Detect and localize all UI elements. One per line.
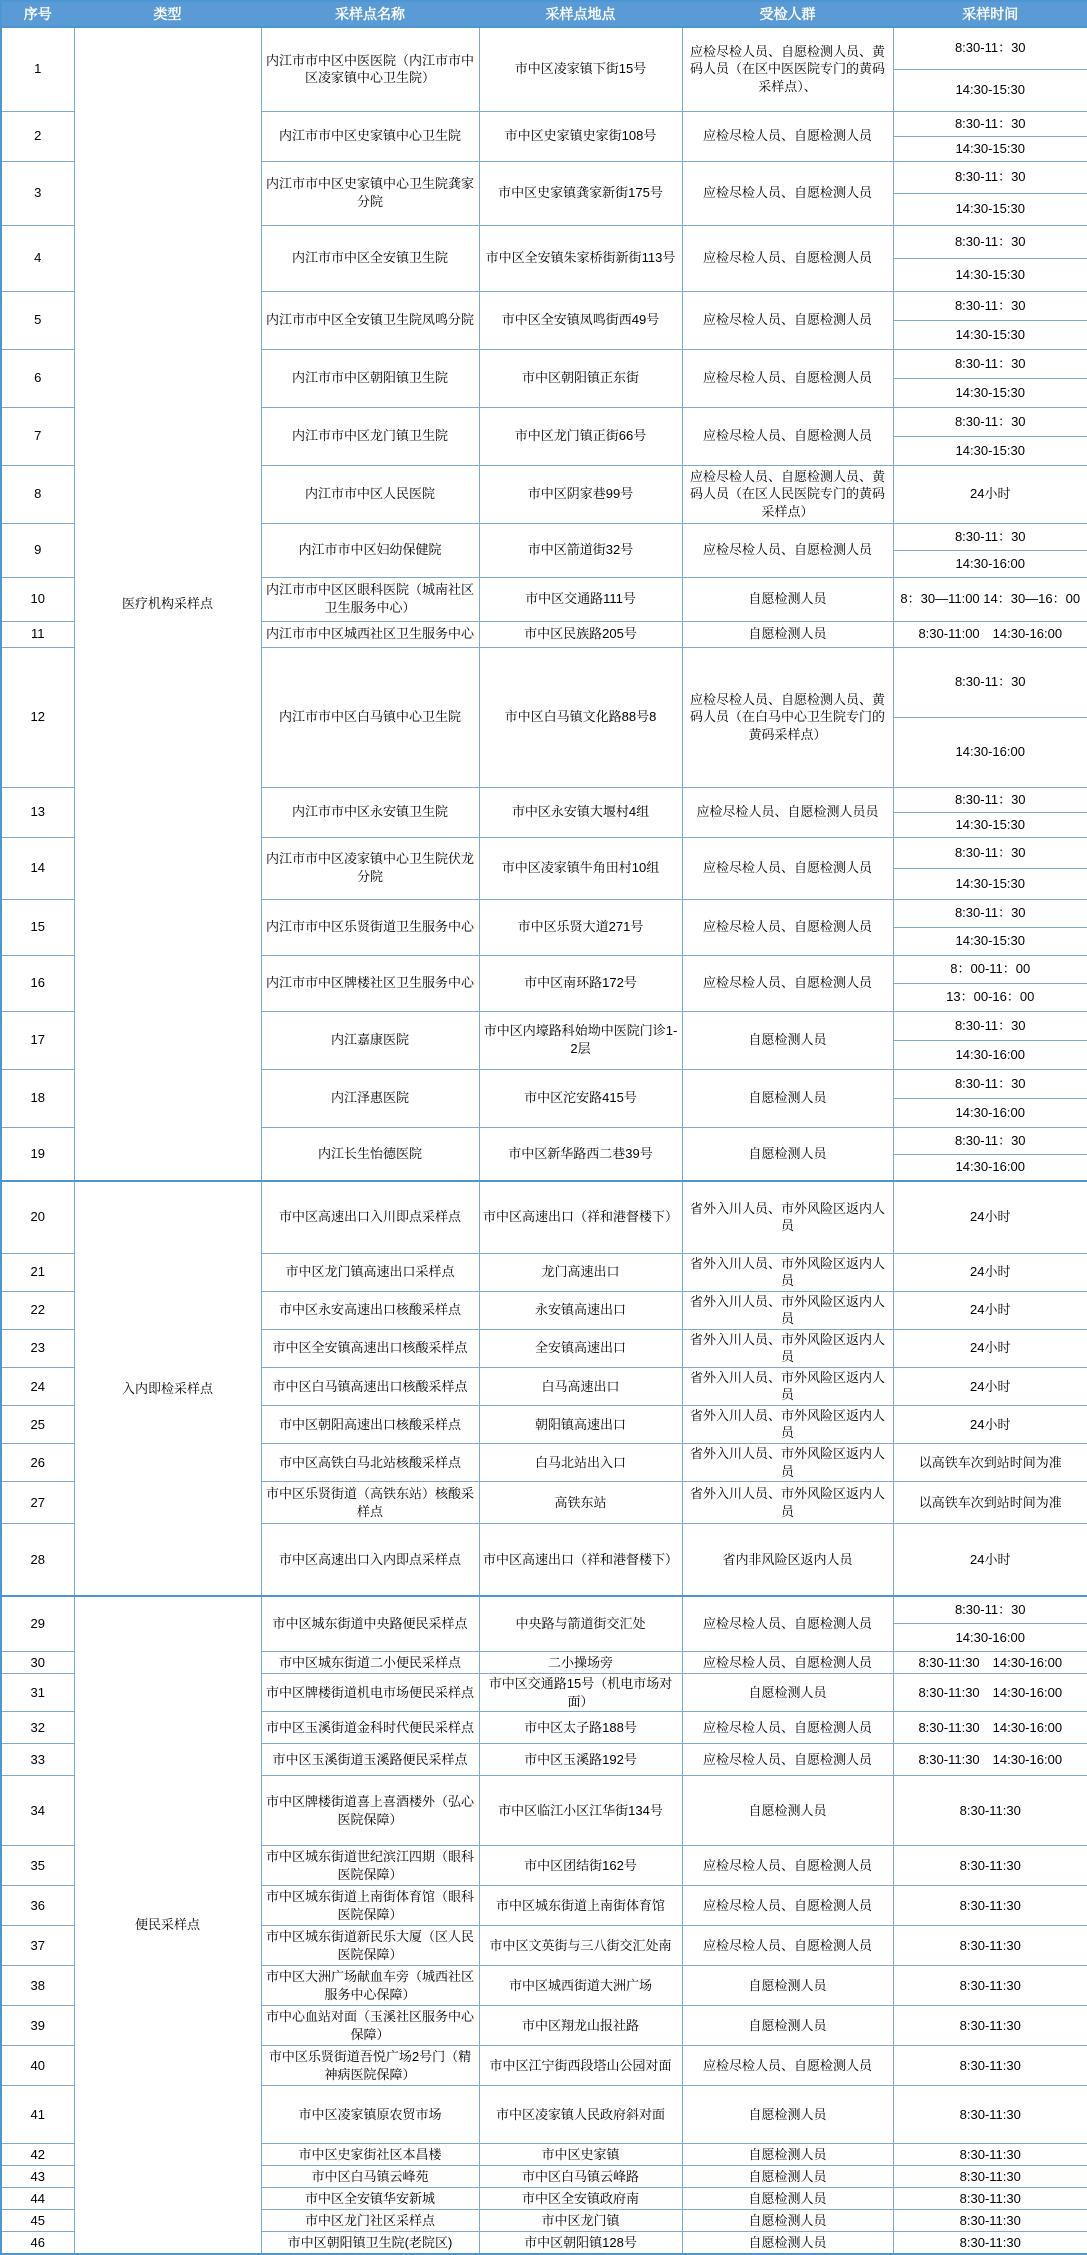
seq-cell: 33 xyxy=(1,1744,74,1776)
location-cell: 市中区城西街道大洲广场 xyxy=(479,1966,682,2006)
table-row xyxy=(1,27,1087,69)
column-header-people: 受检人群 xyxy=(682,1,893,27)
time-cell: 8:30-11:30 xyxy=(893,1846,1087,1886)
location-cell: 白马高速出口 xyxy=(479,1367,682,1405)
seq-cell: 36 xyxy=(1,1886,74,1926)
name-cell: 市中区城东街道二小便民采样点 xyxy=(261,1652,479,1674)
time-cell: 14:30-16:00 xyxy=(893,1098,1087,1127)
column-header-time: 采样时间 xyxy=(893,1,1087,27)
people-cell: 应检尽检人员、自愿检测人员、黄码人员（在白马中心卫生院专门的黄码采样点） xyxy=(682,647,893,787)
seq-cell: 21 xyxy=(1,1253,74,1291)
seq-cell: 8 xyxy=(1,465,74,523)
name-cell: 市中区永安高速出口核酸采样点 xyxy=(261,1291,479,1329)
seq-cell: 35 xyxy=(1,1846,74,1886)
column-header-seq: 序号 xyxy=(1,1,74,27)
location-cell: 永安镇高速出口 xyxy=(479,1291,682,1329)
time-cell: 14:30-16:00 xyxy=(893,1040,1087,1069)
time-cell: 24小时 xyxy=(893,1329,1087,1367)
location-cell: 市中区全安镇朱家桥街新街113号 xyxy=(479,225,682,291)
name-cell: 内江市市中区永安镇卫生院 xyxy=(261,787,479,837)
name-cell: 市中区玉溪街道玉溪路便民采样点 xyxy=(261,1744,479,1776)
seq-cell: 34 xyxy=(1,1776,74,1846)
name-cell: 内江市市中区史家镇中心卫生院龚家分院 xyxy=(261,161,479,225)
table-row xyxy=(1,1596,1087,1624)
seq-cell: 5 xyxy=(1,291,74,349)
people-cell: 应检尽检人员、自愿检测人员、黄码人员（在区人民医院专门的黄码采样点） xyxy=(682,465,893,523)
seq-cell: 38 xyxy=(1,1966,74,2006)
location-cell: 市中区龙门镇正街66号 xyxy=(479,407,682,465)
time-cell: 8:30-11：30 xyxy=(893,27,1087,69)
time-cell: 8：00-11：00 xyxy=(893,955,1087,983)
name-cell: 内江市市中区白马镇中心卫生院 xyxy=(261,647,479,787)
time-cell: 14:30-16:00 xyxy=(893,1154,1087,1181)
time-cell: 24小时 xyxy=(893,1367,1087,1405)
seq-cell: 13 xyxy=(1,787,74,837)
people-cell: 应检尽检人员、自愿检测人员 xyxy=(682,291,893,349)
time-cell: 24小时 xyxy=(893,1181,1087,1253)
location-cell: 市中区凌家镇牛角田村10组 xyxy=(479,837,682,899)
name-cell: 市中区白马镇云峰苑 xyxy=(261,2166,479,2188)
people-cell: 应检尽检人员、自愿检测人员 xyxy=(682,1846,893,1886)
name-cell: 市中区史家街社区本昌楼 xyxy=(261,2144,479,2166)
seq-cell: 28 xyxy=(1,1524,74,1596)
location-cell: 市中区民族路205号 xyxy=(479,621,682,647)
time-cell: 14:30-15:30 xyxy=(893,927,1087,955)
name-cell: 内江市市中区全安镇卫生院凤鸣分院 xyxy=(261,291,479,349)
column-header-type: 类型 xyxy=(74,1,261,27)
name-cell: 内江市市中区龙门镇卫生院 xyxy=(261,407,479,465)
name-cell: 内江市市中区牌楼社区卫生服务中心 xyxy=(261,955,479,1011)
seq-cell: 22 xyxy=(1,1291,74,1329)
people-cell: 应检尽检人员、自愿检测人员 xyxy=(682,1926,893,1966)
people-cell: 自愿检测人员 xyxy=(682,1674,893,1712)
seq-cell: 11 xyxy=(1,621,74,647)
seq-cell: 31 xyxy=(1,1674,74,1712)
time-cell: 14:30-15:30 xyxy=(893,258,1087,291)
time-cell: 8:30-11：30 xyxy=(893,111,1087,136)
name-cell: 内江市市中区凌家镇中心卫生院伏龙分院 xyxy=(261,837,479,899)
people-cell: 自愿检测人员 xyxy=(682,2188,893,2210)
people-cell: 自愿检测人员 xyxy=(682,2232,893,2254)
name-cell: 市中区城东街道世纪滨江四期（眼科医院保障） xyxy=(261,1846,479,1886)
seq-cell: 29 xyxy=(1,1596,74,1652)
location-cell: 市中区交通路15号（机电市场对面） xyxy=(479,1674,682,1712)
time-cell: 8：30—11:00 14：30—16：00 xyxy=(893,577,1087,621)
location-cell: 市中区朝阳镇正东街 xyxy=(479,349,682,407)
seq-cell: 2 xyxy=(1,111,74,161)
name-cell: 内江市市中区乐贤街道卫生服务中心 xyxy=(261,899,479,955)
time-cell: 8:30-11:30 xyxy=(893,1926,1087,1966)
location-cell: 龙门高速出口 xyxy=(479,1253,682,1291)
seq-cell: 46 xyxy=(1,2232,74,2254)
time-cell: 8:30-11：30 xyxy=(893,523,1087,550)
location-cell: 市中区高速出口（祥和港督楼下） xyxy=(479,1181,682,1253)
name-cell: 市中区乐贤街道（高铁东站）核酸采样点 xyxy=(261,1482,479,1524)
seq-cell: 9 xyxy=(1,523,74,577)
time-cell: 8:30-11:30 14:30-16:00 xyxy=(893,1674,1087,1712)
time-cell: 14:30-15:30 xyxy=(893,136,1087,161)
people-cell: 省外入川人员、市外风险区返内人员 xyxy=(682,1367,893,1405)
people-cell: 应检尽检人员、自愿检测人员 xyxy=(682,225,893,291)
time-cell: 8:30-11:30 xyxy=(893,2086,1087,2144)
seq-cell: 37 xyxy=(1,1926,74,1966)
time-cell: 14:30-16:00 xyxy=(893,550,1087,577)
name-cell: 内江长生怡德医院 xyxy=(261,1127,479,1181)
time-cell: 8:30-11:30 xyxy=(893,2046,1087,2086)
seq-cell: 40 xyxy=(1,2046,74,2086)
seq-cell: 7 xyxy=(1,407,74,465)
location-cell: 市中区史家镇龚家新街175号 xyxy=(479,161,682,225)
time-cell: 14:30-15:30 xyxy=(893,812,1087,837)
location-cell: 市中区永安镇大堰村4组 xyxy=(479,787,682,837)
people-cell: 应检尽检人员、自愿检测人员 xyxy=(682,523,893,577)
people-cell: 应检尽检人员、自愿检测人员 xyxy=(682,1712,893,1744)
time-cell: 8:30-11：30 xyxy=(893,787,1087,812)
location-cell: 市中区翔龙山报社路 xyxy=(479,2006,682,2046)
column-header-name: 采样点名称 xyxy=(261,1,479,27)
location-cell: 市中区临江小区江华街134号 xyxy=(479,1776,682,1846)
seq-cell: 32 xyxy=(1,1712,74,1744)
people-cell: 应检尽检人员、自愿检测人员员 xyxy=(682,787,893,837)
seq-cell: 24 xyxy=(1,1367,74,1405)
location-cell: 市中区城东街道上南街体育馆 xyxy=(479,1886,682,1926)
location-cell: 市中区文英街与三八街交汇处南 xyxy=(479,1926,682,1966)
people-cell: 应检尽检人员、自愿检测人员 xyxy=(682,161,893,225)
people-cell: 自愿检测人员 xyxy=(682,1776,893,1846)
name-cell: 内江泽惠医院 xyxy=(261,1069,479,1127)
name-cell: 市中心血站对面（玉溪社区服务中心保障） xyxy=(261,2006,479,2046)
seq-cell: 20 xyxy=(1,1181,74,1253)
time-cell: 14:30-15:30 xyxy=(893,868,1087,899)
name-cell: 市中区高速出口入川即点采样点 xyxy=(261,1181,479,1253)
people-cell: 应检尽检人员、自愿检测人员 xyxy=(682,837,893,899)
time-cell: 14:30-15:30 xyxy=(893,436,1087,465)
name-cell: 内江市市中区全安镇卫生院 xyxy=(261,225,479,291)
people-cell: 应检尽检人员、自愿检测人员 xyxy=(682,955,893,1011)
column-header-location: 采样点地点 xyxy=(479,1,682,27)
name-cell: 市中区龙门镇高速出口采样点 xyxy=(261,1253,479,1291)
time-cell: 8:30-11：30 xyxy=(893,1596,1087,1624)
name-cell: 市中区城东街道中央路便民采样点 xyxy=(261,1596,479,1652)
people-cell: 自愿检测人员 xyxy=(682,577,893,621)
time-cell: 8:30-11:30 xyxy=(893,2166,1087,2188)
name-cell: 内江市市中区人民医院 xyxy=(261,465,479,523)
time-cell: 8:30-11：30 xyxy=(893,837,1087,868)
location-cell: 市中区史家镇史家街108号 xyxy=(479,111,682,161)
people-cell: 应检尽检人员、自愿检测人员 xyxy=(682,2046,893,2086)
name-cell: 市中区大洲广场献血车旁（城西社区服务中心保障） xyxy=(261,1966,479,2006)
name-cell: 内江市市中区中医医院（内江市市中区凌家镇中心卫生院） xyxy=(261,27,479,111)
time-cell: 8:30-11：30 xyxy=(893,899,1087,927)
time-cell: 14:30-15:30 xyxy=(893,378,1087,407)
time-cell: 24小时 xyxy=(893,1405,1087,1443)
name-cell: 市中区乐贤街道吾悦广场2号门（精神病医院保障） xyxy=(261,2046,479,2086)
table-header xyxy=(1,1,1087,27)
time-cell: 8:30-11:30 xyxy=(893,1966,1087,2006)
time-cell: 8:30-11：30 xyxy=(893,225,1087,258)
location-cell: 市中区凌家镇人民政府斜对面 xyxy=(479,2086,682,2144)
location-cell: 中央路与箭道街交汇处 xyxy=(479,1596,682,1652)
location-cell: 市中区阴家巷99号 xyxy=(479,465,682,523)
location-cell: 市中区交通路111号 xyxy=(479,577,682,621)
people-cell: 自愿检测人员 xyxy=(682,2086,893,2144)
time-cell: 8:30-11：30 xyxy=(893,407,1087,436)
time-cell: 8:30-11:30 xyxy=(893,1776,1087,1846)
location-cell: 市中区玉溪路192号 xyxy=(479,1744,682,1776)
location-cell: 市中区箭道街32号 xyxy=(479,523,682,577)
seq-cell: 14 xyxy=(1,837,74,899)
time-cell: 14:30-16:00 xyxy=(893,1624,1087,1652)
location-cell: 市中区团结街162号 xyxy=(479,1846,682,1886)
location-cell: 朝阳镇高速出口 xyxy=(479,1405,682,1443)
seq-cell: 44 xyxy=(1,2188,74,2210)
name-cell: 内江市市中区城西社区卫生服务中心 xyxy=(261,621,479,647)
seq-cell: 3 xyxy=(1,161,74,225)
name-cell: 市中区玉溪街道金科时代便民采样点 xyxy=(261,1712,479,1744)
table-body xyxy=(1,27,1087,2254)
people-cell: 应检尽检人员、自愿检测人员 xyxy=(682,407,893,465)
people-cell: 自愿检测人员 xyxy=(682,621,893,647)
people-cell: 省外入川人员、市外风险区返内人员 xyxy=(682,1443,893,1481)
seq-cell: 10 xyxy=(1,577,74,621)
name-cell: 市中区高铁白马北站核酸采样点 xyxy=(261,1443,479,1481)
time-cell: 14:30-16:00 xyxy=(893,717,1087,787)
name-cell: 市中区凌家镇原农贸市场 xyxy=(261,2086,479,2144)
seq-cell: 16 xyxy=(1,955,74,1011)
seq-cell: 41 xyxy=(1,2086,74,2144)
location-cell: 市中区太子路188号 xyxy=(479,1712,682,1744)
name-cell: 内江市市中区妇幼保健院 xyxy=(261,523,479,577)
time-cell: 8:30-11：30 xyxy=(893,647,1087,717)
name-cell: 市中区龙门社区采样点 xyxy=(261,2210,479,2232)
time-cell: 8:30-11：30 xyxy=(893,1127,1087,1154)
name-cell: 市中区全安镇华安新城 xyxy=(261,2188,479,2210)
time-cell: 14:30-15:30 xyxy=(893,193,1087,225)
location-cell: 全安镇高速出口 xyxy=(479,1329,682,1367)
type-cell: 入内即检采样点 xyxy=(74,1181,261,1596)
seq-cell: 1 xyxy=(1,27,74,111)
type-cell: 便民采样点 xyxy=(74,1596,261,2254)
time-cell: 8:30-11:30 xyxy=(893,1886,1087,1926)
people-cell: 自愿检测人员 xyxy=(682,2144,893,2166)
name-cell: 市中区朝阳镇卫生院(老院区) xyxy=(261,2232,479,2254)
seq-cell: 26 xyxy=(1,1443,74,1481)
seq-cell: 45 xyxy=(1,2210,74,2232)
location-cell: 市中区凌家镇下街15号 xyxy=(479,27,682,111)
seq-cell: 30 xyxy=(1,1652,74,1674)
people-cell: 自愿检测人员 xyxy=(682,1966,893,2006)
seq-cell: 12 xyxy=(1,647,74,787)
people-cell: 自愿检测人员 xyxy=(682,1069,893,1127)
location-cell: 市中区高速出口（祥和港督楼下） xyxy=(479,1524,682,1596)
people-cell: 省外入川人员、市外风险区返内人员 xyxy=(682,1291,893,1329)
time-cell: 8:30-11:30 xyxy=(893,2210,1087,2232)
name-cell: 内江市市中区区眼科医院（城南社区卫生服务中心） xyxy=(261,577,479,621)
time-cell: 8:30-11:30 14:30-16:00 xyxy=(893,1712,1087,1744)
people-cell: 应检尽检人员、自愿检测人员 xyxy=(682,1652,893,1674)
time-cell: 13：00-16：00 xyxy=(893,983,1087,1011)
people-cell: 应检尽检人员、自愿检测人员、黄码人员（在区中医医院专门的黄码采样点）、 xyxy=(682,27,893,111)
time-cell: 8:30-11:30 14:30-16:00 xyxy=(893,1744,1087,1776)
people-cell: 应检尽检人员、自愿检测人员 xyxy=(682,1596,893,1652)
people-cell: 应检尽检人员、自愿检测人员 xyxy=(682,1886,893,1926)
people-cell: 自愿检测人员 xyxy=(682,1127,893,1181)
location-cell: 市中区新华路西二巷39号 xyxy=(479,1127,682,1181)
seq-cell: 6 xyxy=(1,349,74,407)
seq-cell: 18 xyxy=(1,1069,74,1127)
time-cell: 以高铁车次到站时间为准 xyxy=(893,1443,1087,1481)
location-cell: 市中区朝阳镇128号 xyxy=(479,2232,682,2254)
time-cell: 8:30-11：30 xyxy=(893,1069,1087,1098)
seq-cell: 19 xyxy=(1,1127,74,1181)
time-cell: 24小时 xyxy=(893,465,1087,523)
table-row xyxy=(1,1181,1087,1253)
time-cell: 以高铁车次到站时间为准 xyxy=(893,1482,1087,1524)
location-cell: 市中区内壕路科始坳中医院门诊1-2层 xyxy=(479,1011,682,1069)
time-cell: 8:30-11:30 xyxy=(893,2144,1087,2166)
type-cell: 医疗机构采样点 xyxy=(74,27,261,1181)
time-cell: 8:30-11:30 xyxy=(893,2006,1087,2046)
time-cell: 14:30-15:30 xyxy=(893,69,1087,111)
time-cell: 8:30-11：30 xyxy=(893,349,1087,378)
time-cell: 8:30-11:30 xyxy=(893,2188,1087,2210)
people-cell: 应检尽检人员、自愿检测人员 xyxy=(682,111,893,161)
name-cell: 内江市市中区史家镇中心卫生院 xyxy=(261,111,479,161)
name-cell: 市中区白马镇高速出口核酸采样点 xyxy=(261,1367,479,1405)
time-cell: 8:30-11：30 xyxy=(893,161,1087,193)
time-cell: 8:30-11:30 xyxy=(893,2232,1087,2254)
time-cell: 8:30-11：30 xyxy=(893,291,1087,320)
people-cell: 自愿检测人员 xyxy=(682,1011,893,1069)
people-cell: 自愿检测人员 xyxy=(682,2006,893,2046)
people-cell: 应检尽检人员、自愿检测人员 xyxy=(682,899,893,955)
seq-cell: 17 xyxy=(1,1011,74,1069)
people-cell: 省外入川人员、市外风险区返内人员 xyxy=(682,1482,893,1524)
location-cell: 市中区全安镇政府南 xyxy=(479,2188,682,2210)
location-cell: 二小操场旁 xyxy=(479,1652,682,1674)
name-cell: 市中区牌楼街道机电市场便民采样点 xyxy=(261,1674,479,1712)
location-cell: 市中区沱安路415号 xyxy=(479,1069,682,1127)
seq-cell: 42 xyxy=(1,2144,74,2166)
name-cell: 市中区高速出口入内即点采样点 xyxy=(261,1524,479,1596)
people-cell: 省外入川人员、市外风险区返内人员 xyxy=(682,1181,893,1253)
time-cell: 14:30-15:30 xyxy=(893,320,1087,349)
people-cell: 省外入川人员、市外风险区返内人员 xyxy=(682,1329,893,1367)
location-cell: 白马北站出入口 xyxy=(479,1443,682,1481)
time-cell: 8:30-11：30 xyxy=(893,1011,1087,1040)
seq-cell: 39 xyxy=(1,2006,74,2046)
people-cell: 自愿检测人员 xyxy=(682,2166,893,2188)
location-cell: 市中区乐贤大道271号 xyxy=(479,899,682,955)
seq-cell: 27 xyxy=(1,1482,74,1524)
time-cell: 24小时 xyxy=(893,1524,1087,1596)
location-cell: 市中区全安镇凤鸣街西49号 xyxy=(479,291,682,349)
people-cell: 省内非风险区返内人员 xyxy=(682,1524,893,1596)
people-cell: 应检尽检人员、自愿检测人员 xyxy=(682,349,893,407)
header-row xyxy=(1,1,1087,27)
name-cell: 市中区城东街道上南街体育馆（眼科医院保障） xyxy=(261,1886,479,1926)
time-cell: 24小时 xyxy=(893,1253,1087,1291)
location-cell: 市中区南环路172号 xyxy=(479,955,682,1011)
location-cell: 市中区江宁街西段塔山公园对面 xyxy=(479,2046,682,2086)
people-cell: 应检尽检人员、自愿检测人员 xyxy=(682,1744,893,1776)
time-cell: 8:30-11:30 14:30-16:00 xyxy=(893,1652,1087,1674)
time-cell: 8:30-11:00 14:30-16:00 xyxy=(893,621,1087,647)
location-cell: 市中区史家镇 xyxy=(479,2144,682,2166)
name-cell: 内江嘉康医院 xyxy=(261,1011,479,1069)
name-cell: 市中区朝阳高速出口核酸采样点 xyxy=(261,1405,479,1443)
name-cell: 市中区牌楼街道喜上喜酒楼外（弘心医院保障） xyxy=(261,1776,479,1846)
time-cell: 24小时 xyxy=(893,1291,1087,1329)
location-cell: 市中区白马镇云峰路 xyxy=(479,2166,682,2188)
people-cell: 省外入川人员、市外风险区返内人员 xyxy=(682,1253,893,1291)
name-cell: 市中区全安镇高速出口核酸采样点 xyxy=(261,1329,479,1367)
seq-cell: 4 xyxy=(1,225,74,291)
people-cell: 省外入川人员、市外风险区返内人员 xyxy=(682,1405,893,1443)
location-cell: 市中区龙门镇 xyxy=(479,2210,682,2232)
location-cell: 市中区白马镇文化路88号8 xyxy=(479,647,682,787)
people-cell: 自愿检测人员 xyxy=(682,2210,893,2232)
location-cell: 高铁东站 xyxy=(479,1482,682,1524)
seq-cell: 25 xyxy=(1,1405,74,1443)
name-cell: 内江市市中区朝阳镇卫生院 xyxy=(261,349,479,407)
name-cell: 市中区城东街道新民乐大厦（区人民医院保障） xyxy=(261,1926,479,1966)
seq-cell: 23 xyxy=(1,1329,74,1367)
seq-cell: 15 xyxy=(1,899,74,955)
seq-cell: 43 xyxy=(1,2166,74,2188)
